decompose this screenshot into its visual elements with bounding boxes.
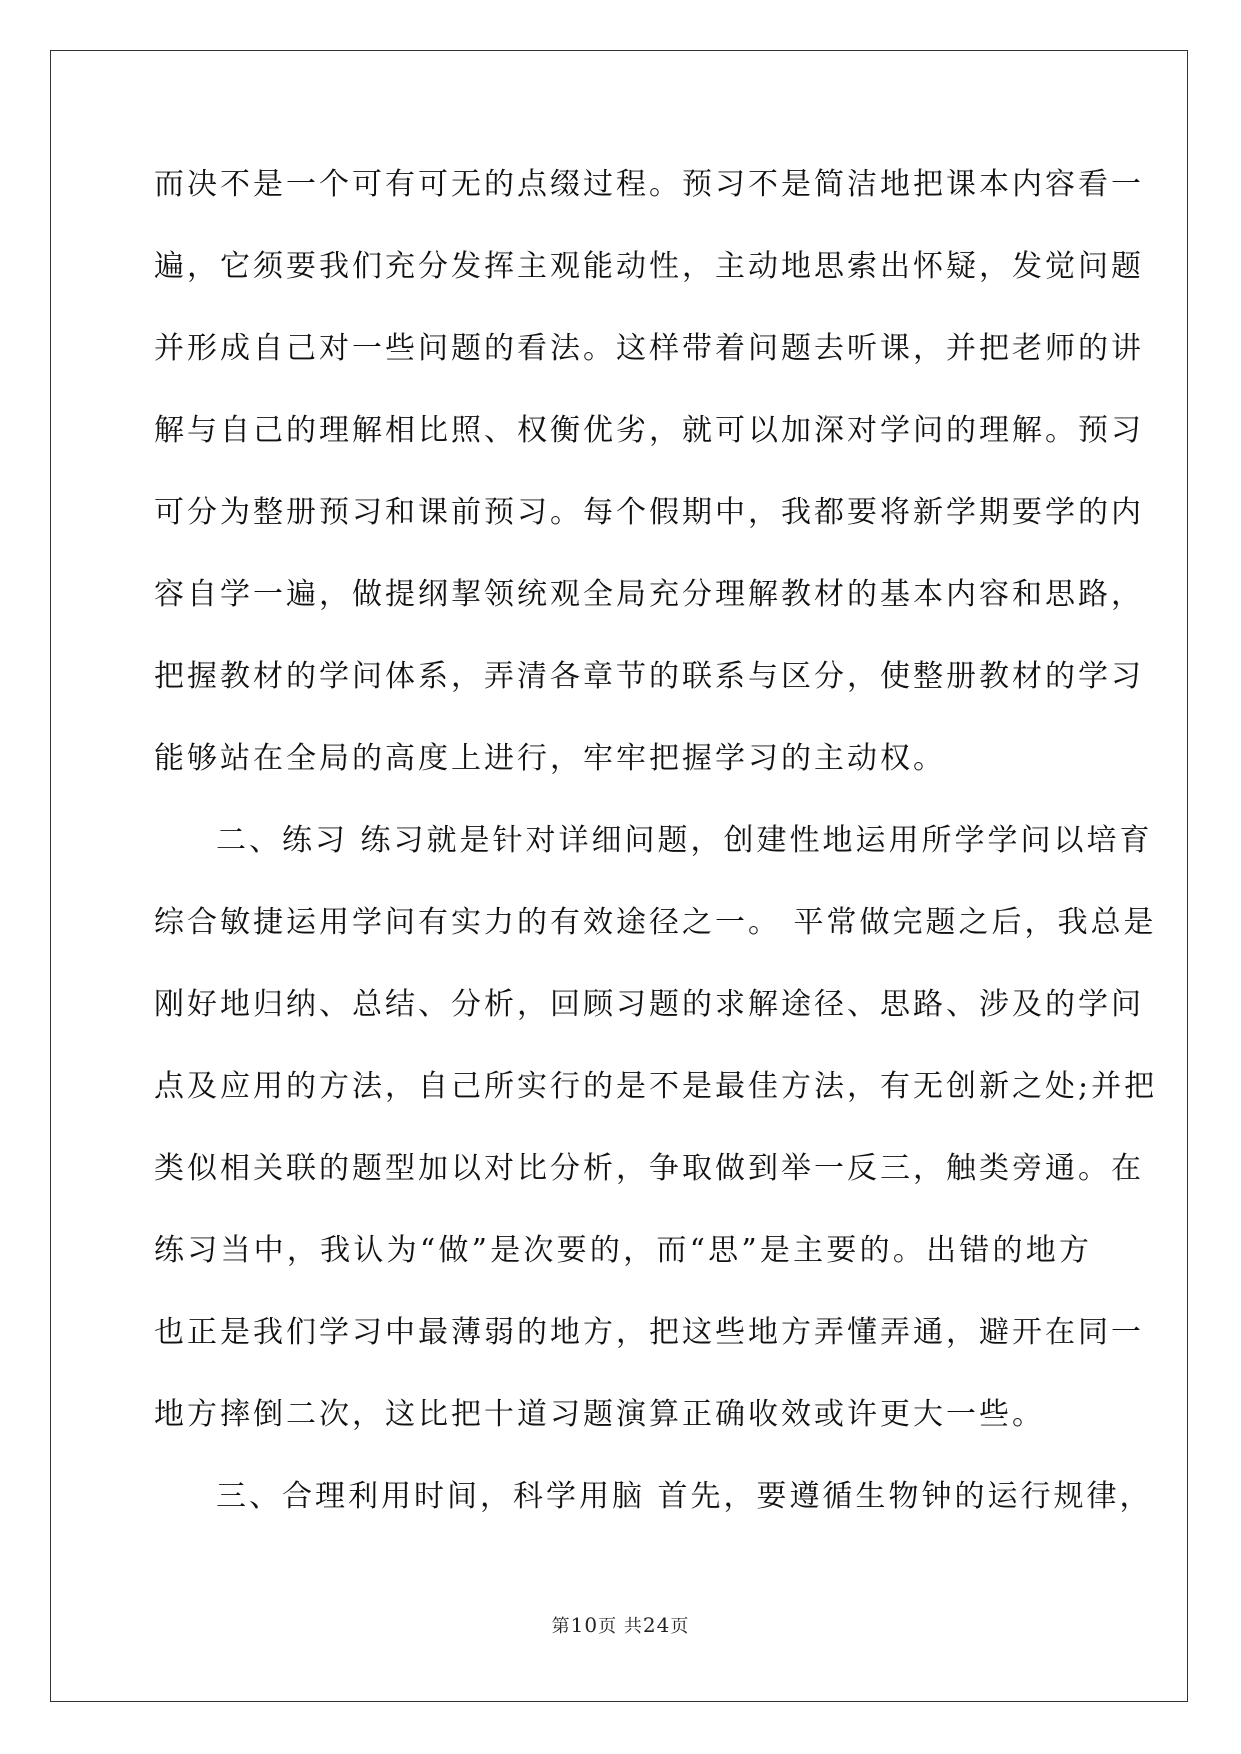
footer-current-page: 10 — [570, 1613, 599, 1637]
text-line: 可分为整册预习和课前预习。每个假期中，我都要将新学期要学的内 — [154, 495, 1144, 530]
page-footer — [0, 1612, 1241, 1638]
footer-total-pages: 24 — [642, 1613, 671, 1637]
footer-prefix: 第 — [551, 1616, 571, 1637]
text-line: 把握教材的学问体系，弄清各章节的联系与区分，使整册教材的学习 — [154, 659, 1144, 694]
text-line: 并形成自己对一些问题的看法。这样带着问题去听课，并把老师的讲 — [154, 331, 1144, 366]
text-line: 练习当中，我认为“做”是次要的，而“思”是主要的。出错的地方 — [154, 1233, 1092, 1268]
text-line: 地方摔倒二次，这比把十道习题演算正确收效或许更大一些。 — [154, 1397, 1045, 1432]
text-line: 综合敏捷运用学问有实力的有效途径之一。 平常做完题之后，我总是 — [154, 905, 1157, 940]
text-line: 遍，它须要我们充分发挥主观能动性，主动地思索出怀疑，发觉问题 — [154, 249, 1144, 284]
footer-mid: 页 共 — [598, 1616, 643, 1637]
footer-suffix: 页 — [670, 1616, 690, 1637]
text-line: 类似相关联的题型加以对比分析，争取做到举一反三，触类旁通。在 — [154, 1151, 1144, 1186]
document-body — [154, 160, 1158, 1554]
text-line: 三、合理利用时间，科学用脑 首先，要遵循生物钟的运行规律， — [216, 1479, 1153, 1514]
text-line: 解与自己的理解相比照、权衡优劣，就可以加深对学问的理解。预习 — [154, 413, 1144, 448]
text-line: 二、练习 练习就是针对详细问题，创建性地运用所学学问以培育 — [216, 823, 1153, 858]
text-line: 点及应用的方法，自己所实行的是不是最佳方法，有无创新之处;并把 — [154, 1069, 1158, 1104]
text-line: 刚好地归纳、总结、分析，回顾习题的求解途径、思路、涉及的学问 — [154, 987, 1144, 1022]
text-line: 而决不是一个可有可无的点缀过程。预习不是简洁地把课本内容看一 — [154, 167, 1144, 202]
text-line: 能够站在全局的高度上进行，牢牢把握学习的主动权。 — [154, 741, 946, 776]
text-line: 也正是我们学习中最薄弱的地方，把这些地方弄懂弄通，避开在同一 — [154, 1315, 1144, 1350]
text-line: 容自学一遍，做提纲挈领统观全局充分理解教材的基本内容和思路， — [154, 577, 1144, 612]
